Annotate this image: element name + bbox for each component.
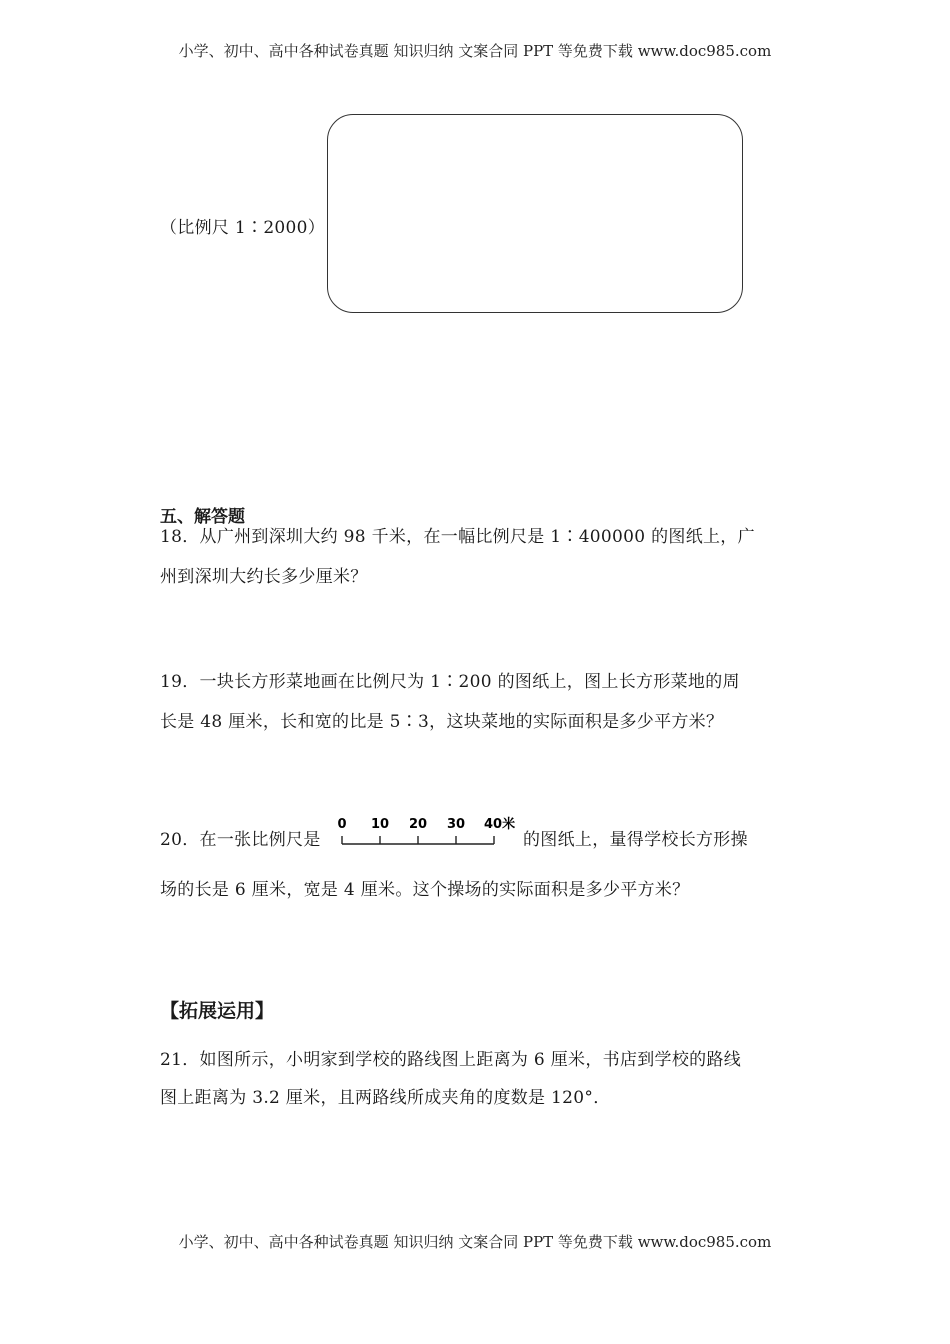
question-20-suffix: 的图纸上，量得学校长方形操 (523, 830, 748, 850)
question-18-line-2: 州到深圳大约长多少厘米？ (160, 567, 368, 587)
scale-tick-label-0: 0 (337, 817, 347, 832)
question-21-line-2: 图上距离为 3.2 厘米，且两路线所成夹角的度数是 120°． (160, 1088, 611, 1108)
scale-tick-label-30: 30 (446, 817, 466, 832)
question-18-line-1: 18．从广州到深圳大约 98 千米，在一幅比例尺是 1∶400000 的图纸上，广 (160, 527, 755, 547)
question-19-line-1: 19．一块长方形菜地画在比例尺为 1∶200 的图纸上，图上长方形菜地的周 (160, 672, 740, 692)
page-header: 小学、初中、高中各种试卷真题 知识归纳 文案合同 PPT 等免费下载 www.doc985.com (178, 42, 772, 60)
page-footer: 小学、初中、高中各种试卷真题 知识归纳 文案合同 PPT 等免费下载 www.doc985.com (178, 1233, 772, 1251)
question-20-line-2: 场的长是 6 厘米，宽是 4 厘米。这个操场的实际面积是多少平方米？ (160, 880, 690, 900)
line-scale-bar (336, 812, 526, 850)
question-19-line-2: 长是 48 厘米，长和宽的比是 5∶3，这块菜地的实际面积是多少平方米？ (160, 712, 724, 732)
drawing-area-box (327, 114, 743, 313)
scale-label: （比例尺 1∶2000） (160, 218, 326, 238)
question-20-prefix: 20．在一张比例尺是 (160, 830, 321, 850)
section-title-extension: 【拓展运用】 (160, 1000, 275, 1022)
question-21-line-1: 21．如图所示，小明家到学校的路线图上距离为 6 厘米，书店到学校的路线 (160, 1050, 742, 1070)
scale-tick-label-10: 10 (370, 817, 390, 832)
section-title-answers: 五、解答题 (160, 507, 245, 527)
scale-tick-label-40m: 40米 (484, 817, 516, 832)
scale-tick-label-20: 20 (408, 817, 428, 832)
